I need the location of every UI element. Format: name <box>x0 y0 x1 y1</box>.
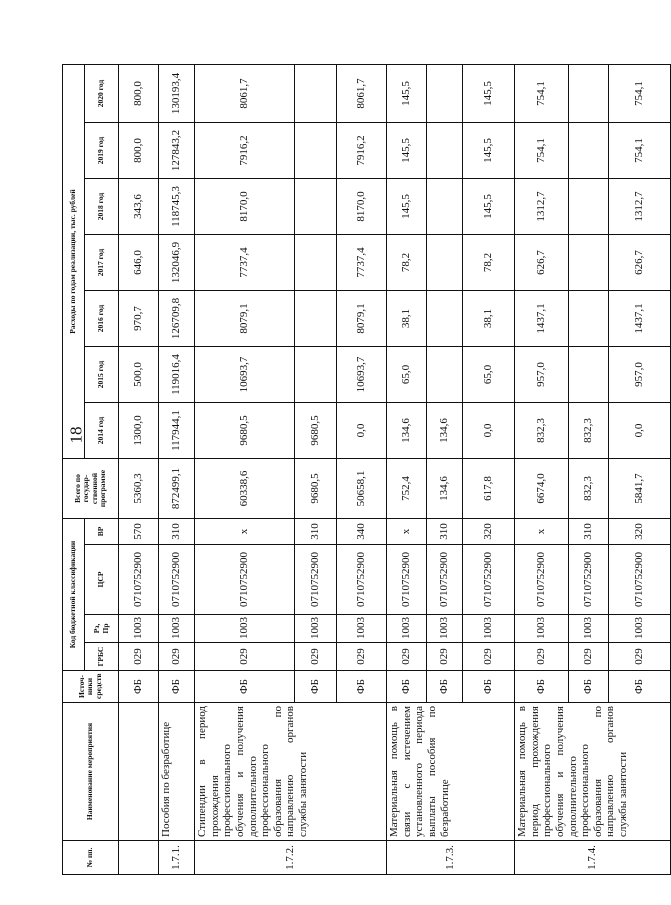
total-amount: 6674,0 <box>515 459 569 519</box>
year-amount <box>295 123 337 179</box>
csr-code: 0710752900 <box>609 545 671 615</box>
vr-code: х <box>195 519 295 545</box>
year-amount: 957,0 <box>515 347 569 403</box>
year-amount: 7737,4 <box>337 235 387 291</box>
year-amount: 145,5 <box>387 64 427 122</box>
funding-source: ФБ <box>295 671 337 703</box>
year-amount <box>427 235 463 291</box>
year-amount: 754,1 <box>609 64 671 122</box>
vr-code: 310 <box>427 519 463 545</box>
year-amount: 0,0 <box>609 403 671 459</box>
total-amount: 617,8 <box>463 459 515 519</box>
year-amount <box>295 235 337 291</box>
year-amount: 8170,0 <box>195 179 295 235</box>
year-amount: 1300,0 <box>119 403 159 459</box>
rzpr-code: 1003 <box>159 615 195 643</box>
year-amount: 626,7 <box>609 235 671 291</box>
year-amount: 10693,7 <box>195 347 295 403</box>
header-year: 2014 год <box>85 403 119 459</box>
row-number: 1.7.3. <box>387 841 515 875</box>
grbs-code: 029 <box>515 643 569 671</box>
rzpr-code: 1003 <box>387 615 427 643</box>
year-amount: 626,7 <box>515 235 569 291</box>
header-name: Наименование мероприятия <box>63 703 119 841</box>
csr-code: 0710752900 <box>463 545 515 615</box>
year-amount: 800,0 <box>119 123 159 179</box>
vr-code: 320 <box>609 519 671 545</box>
year-amount: 10693,7 <box>337 347 387 403</box>
header-num: № пп. <box>63 841 119 875</box>
funding-source: ФБ <box>515 671 569 703</box>
year-amount: 8061,7 <box>337 64 387 122</box>
header-year: 2015 год <box>85 347 119 403</box>
year-amount: 754,1 <box>515 64 569 122</box>
year-amount: 145,5 <box>463 123 515 179</box>
year-amount: 134,6 <box>427 403 463 459</box>
year-amount <box>295 179 337 235</box>
row-number: 1.7.2. <box>195 841 387 875</box>
year-amount: 8170,0 <box>337 179 387 235</box>
grbs-code: 029 <box>427 643 463 671</box>
grbs-code: 029 <box>159 643 195 671</box>
year-amount: 78,2 <box>463 235 515 291</box>
event-name <box>119 703 159 841</box>
year-amount <box>569 235 609 291</box>
year-amount: 65,0 <box>463 347 515 403</box>
year-amount: 38,1 <box>463 291 515 347</box>
rzpr-code: 1003 <box>515 615 569 643</box>
funding-source: ФБ <box>159 671 195 703</box>
total-amount: 50658,1 <box>337 459 387 519</box>
header-grbs: ГРБС <box>85 643 119 671</box>
year-amount <box>569 179 609 235</box>
year-amount: 127843,2 <box>159 123 195 179</box>
funding-source: ФБ <box>119 671 159 703</box>
csr-code: 0710752900 <box>427 545 463 615</box>
year-amount: 134,6 <box>387 403 427 459</box>
header-years-group: Расходы по годам реализации, тыс. рублей <box>63 64 85 458</box>
table-body <box>119 64 671 874</box>
year-amount <box>427 291 463 347</box>
vr-code: 570 <box>119 519 159 545</box>
funding-source: ФБ <box>427 671 463 703</box>
year-amount: 343,6 <box>119 179 159 235</box>
funding-source: ФБ <box>195 671 295 703</box>
year-amount: 145,5 <box>387 179 427 235</box>
year-amount: 9680,5 <box>295 403 337 459</box>
row-number <box>119 841 159 875</box>
funding-source: ФБ <box>609 671 671 703</box>
vr-code: х <box>515 519 569 545</box>
year-amount: 78,2 <box>387 235 427 291</box>
csr-code: 0710752900 <box>387 545 427 615</box>
row-number: 1.7.1. <box>159 841 195 875</box>
year-amount: 646,0 <box>119 235 159 291</box>
year-amount <box>569 291 609 347</box>
table-row <box>387 64 427 874</box>
csr-code: 0710752900 <box>195 545 295 615</box>
year-amount <box>427 179 463 235</box>
rzpr-code: 1003 <box>119 615 159 643</box>
year-amount: 800,0 <box>119 64 159 122</box>
year-amount: 7737,4 <box>195 235 295 291</box>
year-amount: 0,0 <box>337 403 387 459</box>
year-amount: 145,5 <box>463 64 515 122</box>
rzpr-code: 1003 <box>427 615 463 643</box>
year-amount: 500,0 <box>119 347 159 403</box>
csr-code: 0710752900 <box>295 545 337 615</box>
vr-code: 310 <box>159 519 195 545</box>
rzpr-code: 1003 <box>195 615 295 643</box>
year-amount: 1437,1 <box>515 291 569 347</box>
grbs-code: 029 <box>295 643 337 671</box>
budget-table-container <box>62 65 646 875</box>
year-amount <box>569 64 609 122</box>
year-amount <box>295 291 337 347</box>
year-amount: 832,3 <box>569 403 609 459</box>
page-number: 18 <box>66 426 86 444</box>
year-amount: 119016,4 <box>159 347 195 403</box>
header-rzpr: Рз, Пр <box>85 615 119 643</box>
header-year: 2016 год <box>85 291 119 347</box>
rzpr-code: 1003 <box>295 615 337 643</box>
table-row <box>515 64 569 874</box>
row-number: 1.7.4. <box>515 841 671 875</box>
year-amount: 38,1 <box>387 291 427 347</box>
grbs-code: 029 <box>195 643 295 671</box>
year-amount: 957,0 <box>609 347 671 403</box>
year-amount: 0,0 <box>463 403 515 459</box>
header-year: 2019 год <box>85 123 119 179</box>
header-vr: ВР <box>85 519 119 545</box>
year-amount: 145,5 <box>387 123 427 179</box>
year-amount <box>427 123 463 179</box>
total-amount: 134,6 <box>427 459 463 519</box>
year-amount <box>427 347 463 403</box>
total-amount: 752,4 <box>387 459 427 519</box>
rzpr-code: 1003 <box>569 615 609 643</box>
event-name: Материальная помощь в период прохождения профессионального обучения и получения дополнительного профессионального образования по направлению органов службы занятости <box>515 703 671 841</box>
year-amount <box>427 64 463 122</box>
grbs-code: 029 <box>609 643 671 671</box>
grbs-code: 029 <box>387 643 427 671</box>
year-amount: 1312,7 <box>609 179 671 235</box>
total-amount: 9680,5 <box>295 459 337 519</box>
year-amount: 9680,5 <box>195 403 295 459</box>
budget-table <box>62 64 671 875</box>
grbs-code: 029 <box>337 643 387 671</box>
csr-code: 0710752900 <box>515 545 569 615</box>
year-amount: 7916,2 <box>337 123 387 179</box>
year-amount: 126709,8 <box>159 291 195 347</box>
event-name: Материальная помощь в связи с истечением установленного периода выплаты пособия по безработице <box>387 703 515 841</box>
year-amount: 130193,4 <box>159 64 195 122</box>
year-amount: 145,5 <box>463 179 515 235</box>
year-amount: 1312,7 <box>515 179 569 235</box>
csr-code: 0710752900 <box>337 545 387 615</box>
year-amount: 754,1 <box>609 123 671 179</box>
year-amount: 117944,1 <box>159 403 195 459</box>
funding-source: ФБ <box>463 671 515 703</box>
rzpr-code: 1003 <box>463 615 515 643</box>
year-amount: 970,7 <box>119 291 159 347</box>
table-row <box>159 64 195 874</box>
vr-code: 310 <box>569 519 609 545</box>
header-source: Источ-ники средств <box>63 671 119 703</box>
year-amount: 132046,9 <box>159 235 195 291</box>
year-amount: 8079,1 <box>337 291 387 347</box>
rzpr-code: 1003 <box>609 615 671 643</box>
total-amount: 60338,6 <box>195 459 295 519</box>
year-amount: 65,0 <box>387 347 427 403</box>
header-total: Всего по государ-ственной программе <box>63 459 119 519</box>
event-name: Пособия по безработице <box>159 703 195 841</box>
grbs-code: 029 <box>119 643 159 671</box>
grbs-code: 029 <box>569 643 609 671</box>
year-amount: 832,3 <box>515 403 569 459</box>
year-amount: 118745,3 <box>159 179 195 235</box>
vr-code: 340 <box>337 519 387 545</box>
year-amount <box>569 123 609 179</box>
total-amount: 5360,3 <box>119 459 159 519</box>
csr-code: 0710752900 <box>569 545 609 615</box>
header-code-group: Код бюджетной классификации <box>63 519 85 671</box>
header-year: 2018 год <box>85 179 119 235</box>
total-amount: 832,3 <box>569 459 609 519</box>
vr-code: х <box>387 519 427 545</box>
total-amount: 872499,1 <box>159 459 195 519</box>
grbs-code: 029 <box>463 643 515 671</box>
year-amount: 8061,7 <box>195 64 295 122</box>
total-amount: 5841,7 <box>609 459 671 519</box>
csr-code: 0710752900 <box>159 545 195 615</box>
year-amount <box>569 347 609 403</box>
year-amount: 1437,1 <box>609 291 671 347</box>
table-row <box>195 64 295 874</box>
year-amount <box>295 64 337 122</box>
table-row <box>119 64 159 874</box>
funding-source: ФБ <box>569 671 609 703</box>
rzpr-code: 1003 <box>337 615 387 643</box>
header-year: 2020 год <box>85 64 119 122</box>
year-amount <box>295 347 337 403</box>
funding-source: ФБ <box>387 671 427 703</box>
year-amount: 754,1 <box>515 123 569 179</box>
vr-code: 320 <box>463 519 515 545</box>
header-csr: ЦСР <box>85 545 119 615</box>
vr-code: 310 <box>295 519 337 545</box>
year-amount: 8079,1 <box>195 291 295 347</box>
event-name: Стипендии в период прохождения профессионального обучения и получения дополнительного профессионального образования по направлению органов службы занятости <box>195 703 387 841</box>
funding-source: ФБ <box>337 671 387 703</box>
header-year: 2017 год <box>85 235 119 291</box>
year-amount: 7916,2 <box>195 123 295 179</box>
csr-code: 0710752900 <box>119 545 159 615</box>
